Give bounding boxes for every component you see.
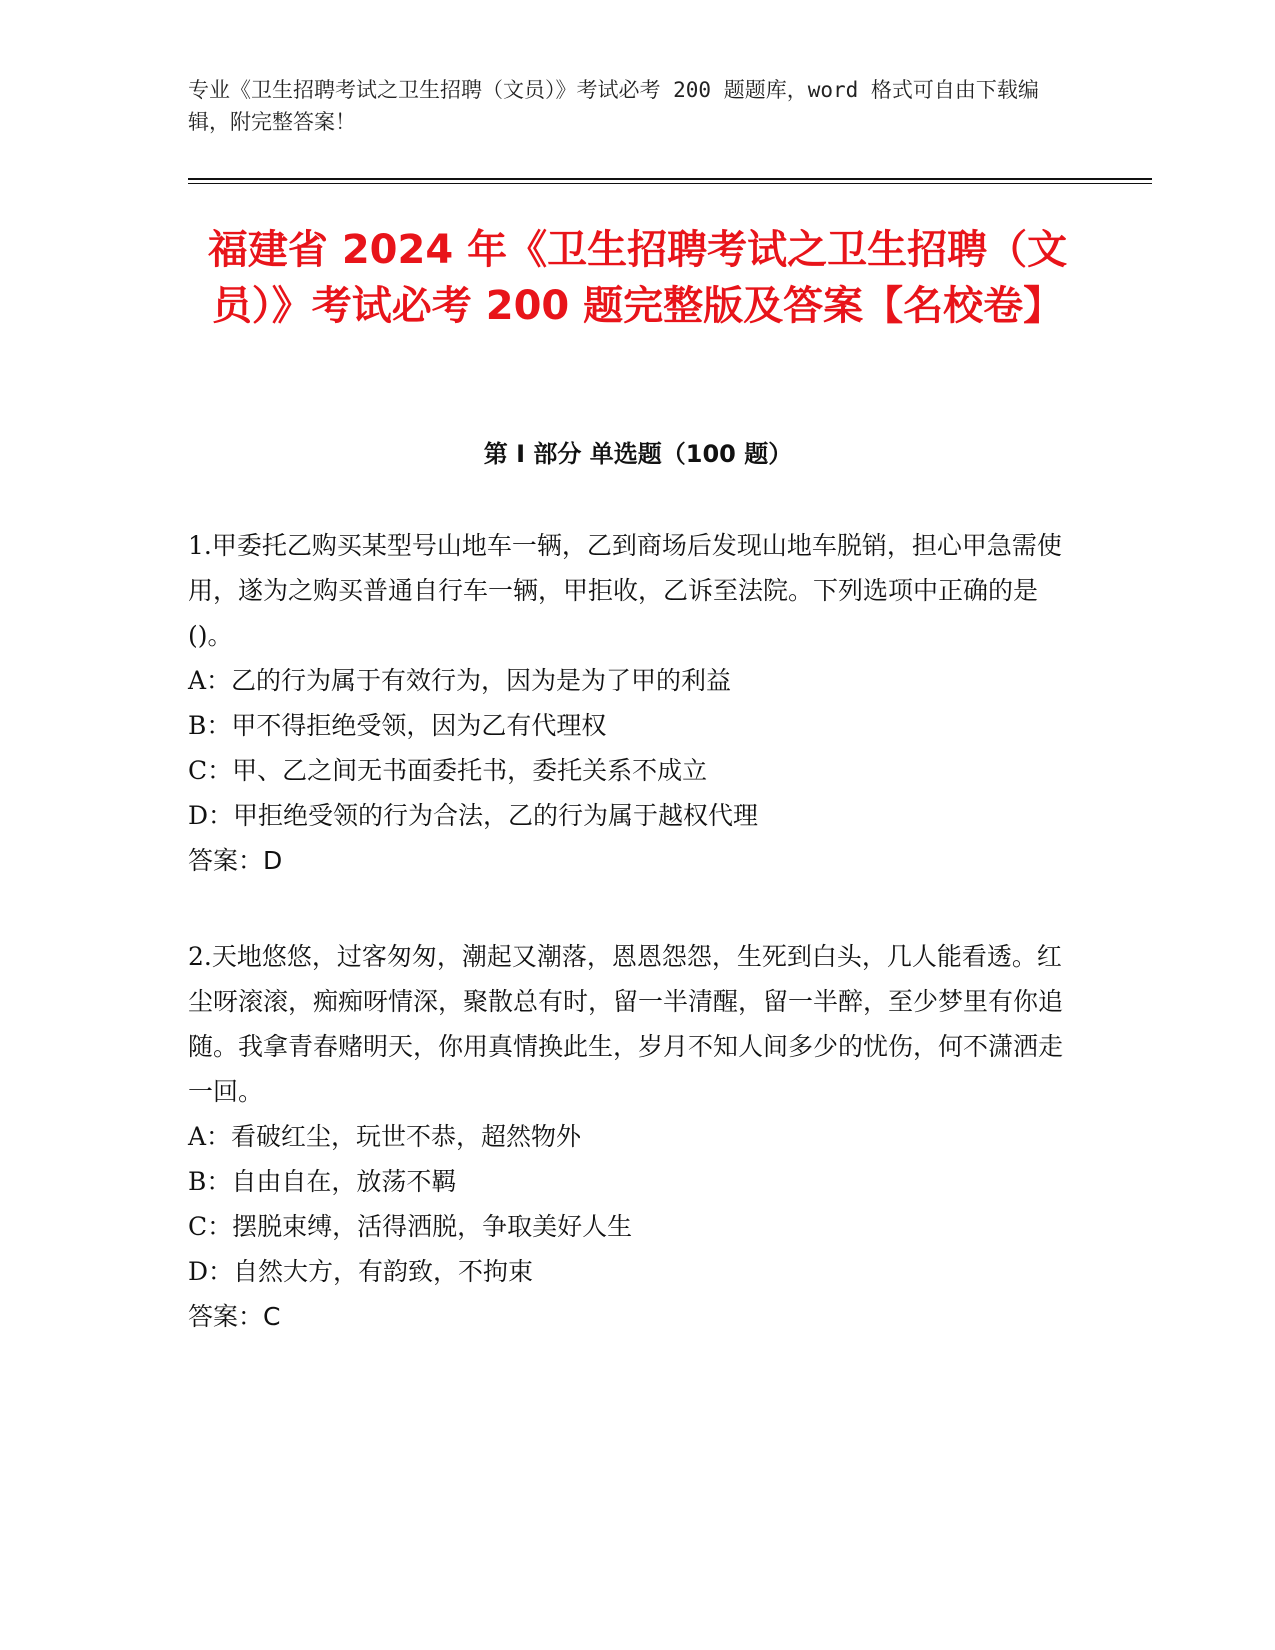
question-2 bbox=[188, 934, 1068, 1339]
header-note: 专业《卫生招聘考试之卫生招聘（文员）》考试必考 200 题题库，word 格式可自由下载编辑，附完整答案！ bbox=[188, 78, 1039, 134]
question-stem: 2.天地悠悠，过客匆匆，潮起又潮落，恩恩怨怨，生死到白头，几人能看透。红尘呀滚滚，痴痴呀情深，聚散总有时，留一半清醒，留一半醉，至少梦里有你追随。我拿青春赌明天，你用真情换此生，岁月不知人间多少的忧伤，何不潇洒走一回。 bbox=[188, 942, 1064, 1106]
option-a: A：看破红尘，玩世不恭，超然物外 bbox=[188, 1122, 582, 1151]
option-d: D：自然大方，有韵致，不拘束 bbox=[188, 1257, 534, 1286]
option-c: C：摆脱束缚，活得洒脱，争取美好人生 bbox=[188, 1212, 633, 1241]
question-1 bbox=[188, 523, 1068, 883]
answer: 答案：D bbox=[188, 846, 283, 875]
answer: 答案：C bbox=[188, 1302, 281, 1331]
option-c: C：甲、乙之间无书面委托书，委托关系不成立 bbox=[188, 756, 708, 785]
header-rule-thin bbox=[188, 183, 1152, 184]
option-b: B：自由自在，放荡不羁 bbox=[188, 1167, 457, 1196]
header-rule-thick bbox=[188, 178, 1152, 180]
option-a: A：乙的行为属于有效行为，因为是为了甲的利益 bbox=[188, 666, 732, 695]
option-d: D：甲拒绝受领的行为合法，乙的行为属于越权代理 bbox=[188, 801, 759, 830]
document-title: 福建省 2024 年《卫生招聘考试之卫生招聘（文员）》考试必考 200 题完整版及答案【名校卷】 bbox=[207, 227, 1068, 329]
question-stem: 1.甲委托乙购买某型号山地车一辆，乙到商场后发现山地车脱销，担心甲急需使用，遂为之购买普通自行车一辆，甲拒收，乙诉至法院。下列选项中正确的是()。 bbox=[188, 531, 1062, 650]
option-b: B：甲不得拒绝受领，因为乙有代理权 bbox=[188, 711, 607, 740]
section-title: 第 I 部分 单选题（100 题） bbox=[483, 440, 793, 468]
